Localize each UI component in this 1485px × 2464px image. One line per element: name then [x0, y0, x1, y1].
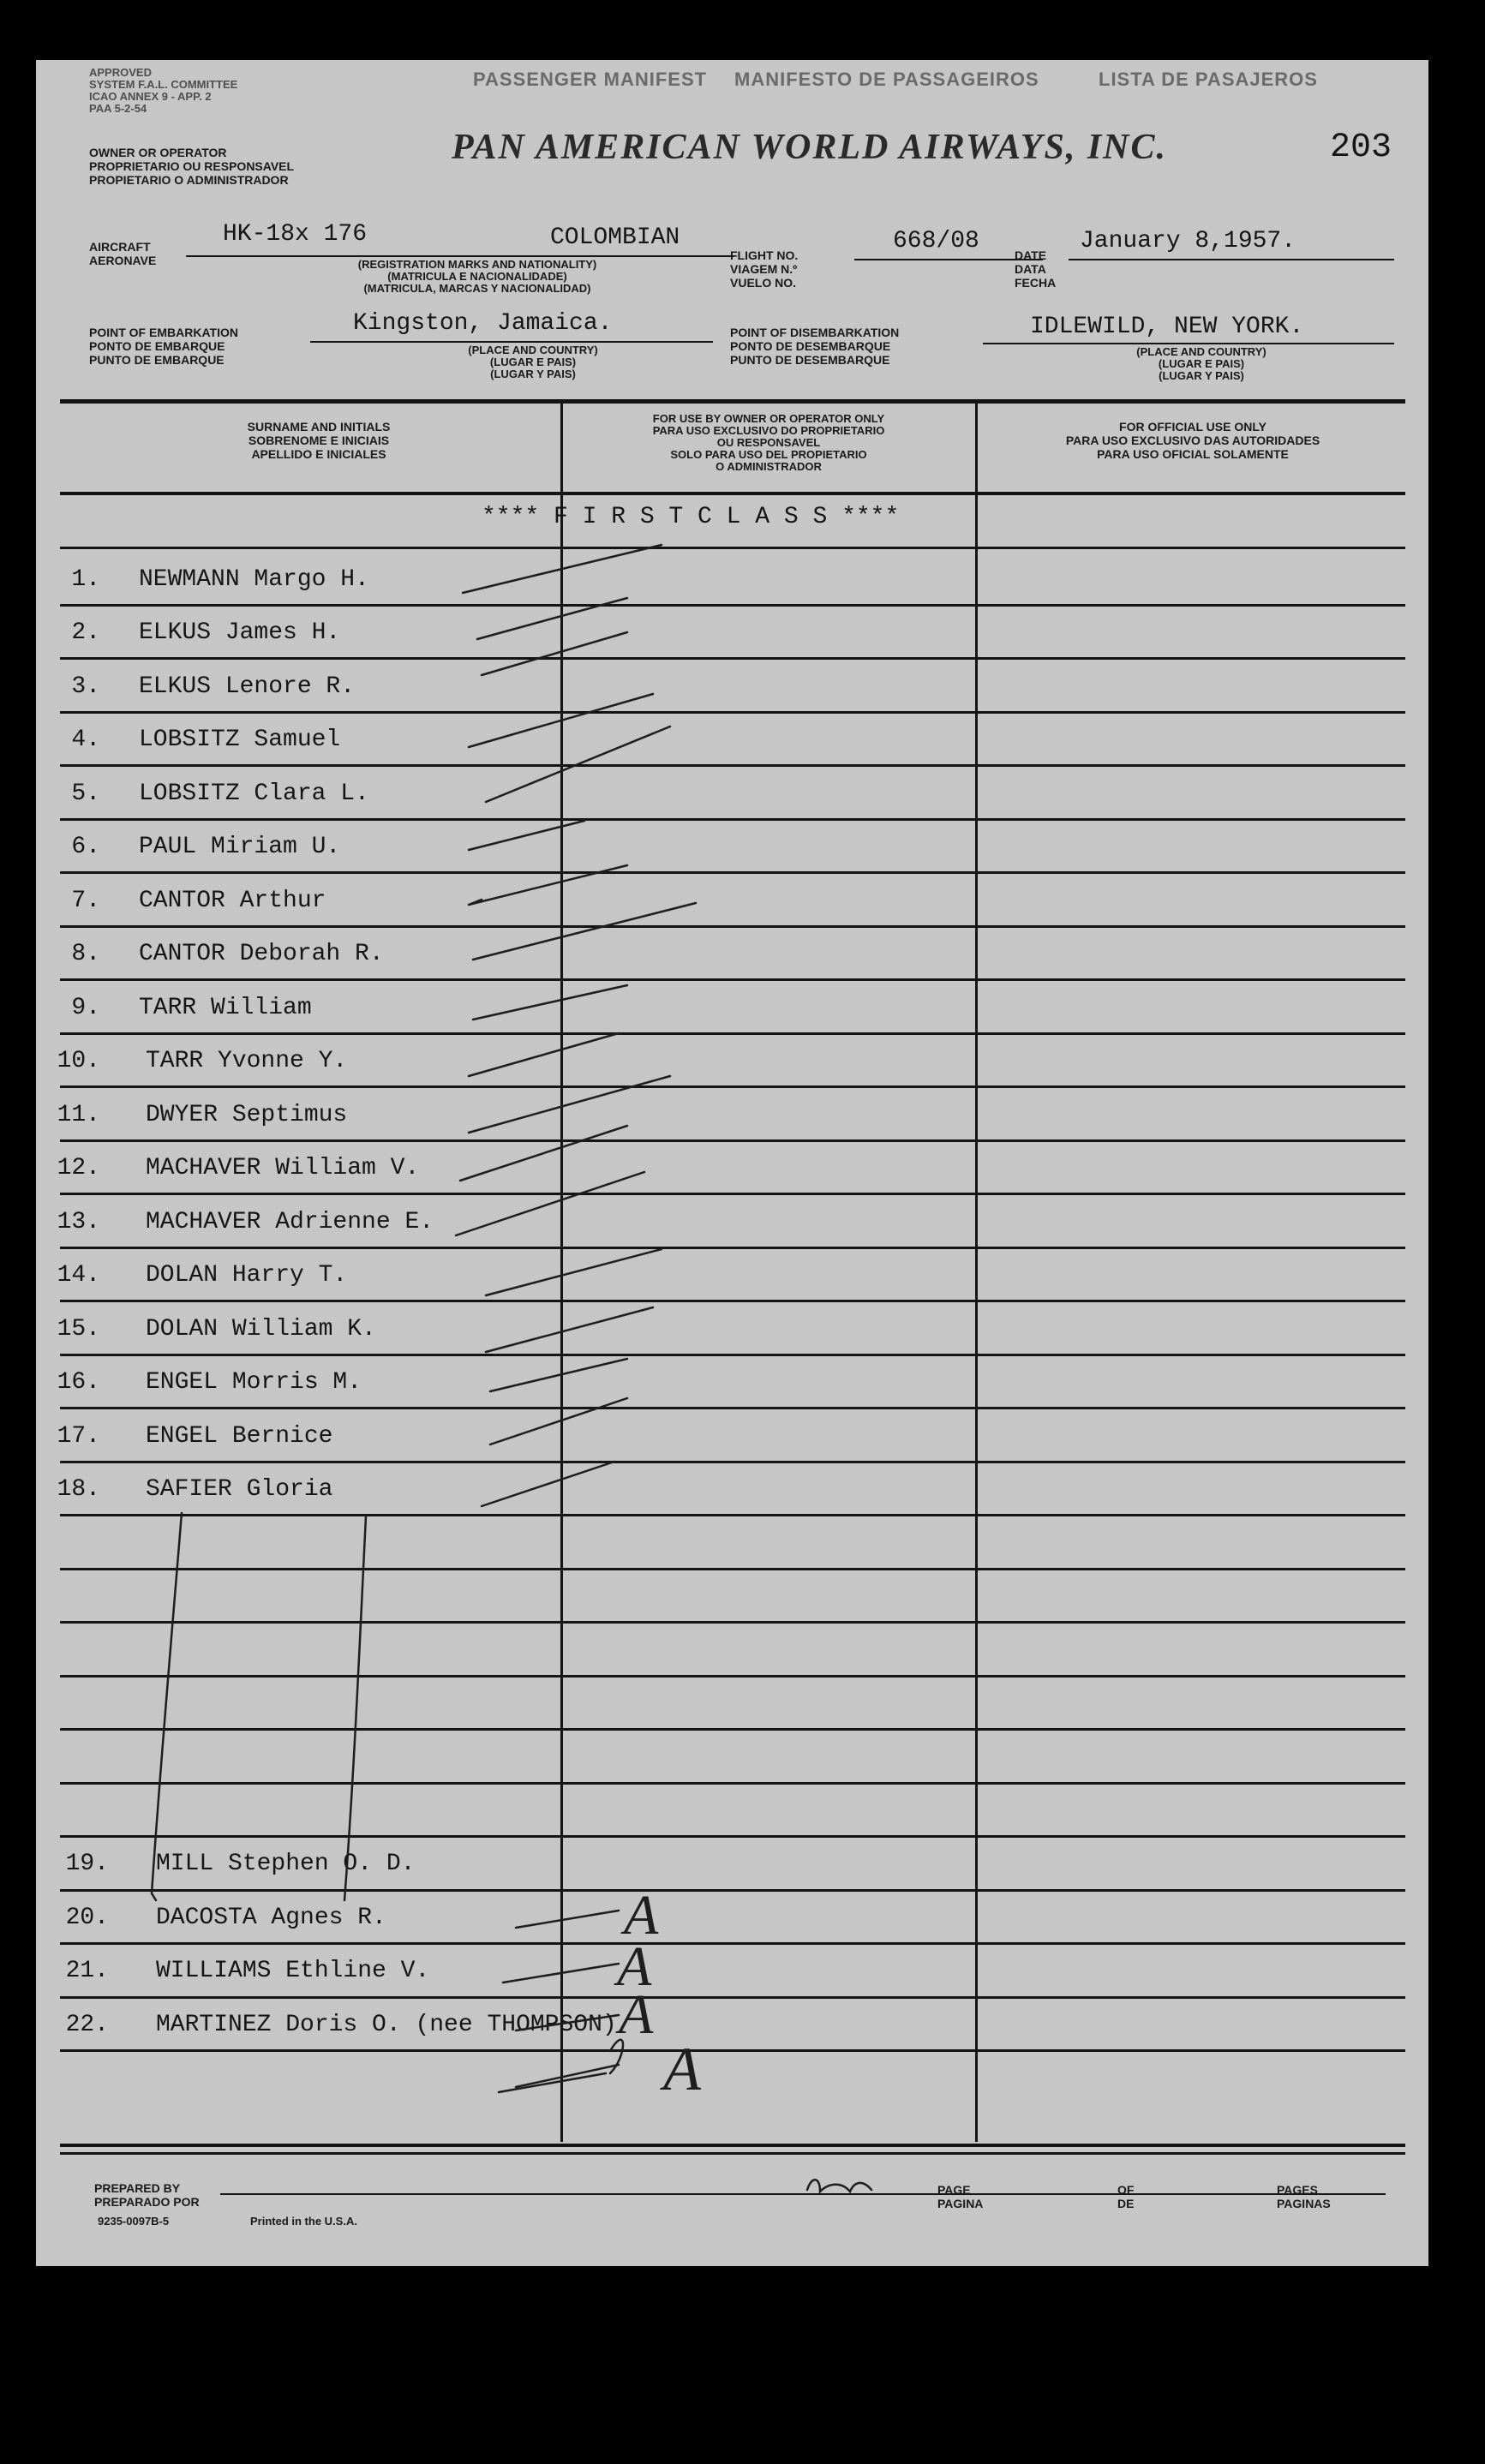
check-stroke [490, 1359, 627, 1391]
passenger-name: PAUL Miriam U. [139, 834, 341, 860]
check-stroke [460, 1126, 627, 1181]
place-line: (LUGAR E PAIS) [489, 356, 577, 368]
passenger-name: ELKUS Lenore R. [139, 673, 356, 700]
disembark-label-line: PONTO DE DESEMBARQUE [730, 339, 891, 353]
check-stroke [486, 1307, 653, 1352]
passenger-name: WILLIAMS Ethline V. [156, 1958, 430, 1984]
check-stroke [490, 1398, 627, 1444]
row-number: 2. [71, 619, 100, 646]
passenger-name: CANTOR Arthur [139, 887, 326, 914]
column-header-line: APELLIDO E INICIALES [251, 447, 386, 461]
check-stroke [456, 1172, 644, 1235]
mark-a: A [619, 1983, 654, 2046]
flight-label-line: VIAGEM N.º [730, 262, 798, 276]
page-number: 203 [1330, 129, 1392, 167]
row-number: 13. [57, 1208, 100, 1235]
column-header-line: PARA USO EXCLUSIVO DAS AUTORIDADES [1065, 434, 1320, 447]
passenger-name: TARR William [139, 994, 312, 1021]
passenger-name: ELKUS James H. [139, 619, 341, 646]
column-header-line: OU RESPONSAVEL [716, 436, 821, 449]
embark-value: Kingston, Jamaica. [353, 310, 613, 337]
table-bottom-rule-2 [60, 2152, 1405, 2155]
check-stroke [473, 985, 627, 1020]
check-stroke [503, 1964, 619, 1983]
registration-line: (MATRICULA, MARCAS Y NACIONALIDAD) [363, 282, 591, 295]
initials-stroke [807, 2180, 871, 2192]
mark-a: A [624, 1884, 659, 1947]
nationality-value: COLOMBIAN [550, 224, 680, 251]
page-label [937, 2183, 983, 2210]
page-label-line: PAGE [937, 2183, 971, 2197]
check-stroke [469, 1076, 670, 1133]
prepared-label-line: PREPARADO POR [94, 2195, 200, 2209]
row-number: 15. [57, 1315, 100, 1343]
date-label-line: DATA [1015, 262, 1046, 276]
passenger-name: LOBSITZ Clara L. [139, 780, 369, 807]
manifest-page [36, 60, 1428, 2266]
check-stroke [516, 2065, 619, 2087]
row-number: 21. [65, 1958, 109, 1984]
row-number: 14. [57, 1262, 100, 1289]
passenger-name: LOBSITZ Samuel [139, 727, 341, 753]
passenger-name: MACHAVER William V. [146, 1155, 420, 1181]
flight-label-line: FLIGHT NO. [730, 248, 799, 262]
prepared-underline [220, 2193, 1386, 2195]
check-stroke [469, 694, 653, 747]
row-number: 22. [65, 2011, 109, 2038]
page-label-line: PAGINA [937, 2197, 984, 2210]
approval-line: ICAO ANNEX 9 - APP. 2 [89, 90, 212, 103]
flight-value: 668/08 [893, 228, 979, 254]
check-stroke [473, 903, 696, 960]
check-stroke [469, 1033, 619, 1076]
bracket-stroke [152, 1513, 182, 1900]
row-number: 16. [57, 1369, 100, 1396]
disembark-label-line: PUNTO DE DESEMBARQUE [730, 353, 890, 367]
owner-label-line: PROPRIETARIO OU RESPONSAVEL [89, 159, 295, 173]
embark-label-line: PUNTO DE EMBARQUE [89, 353, 225, 367]
pages-label-line: PAGES [1277, 2183, 1318, 2197]
row-number: 10. [57, 1048, 100, 1074]
embark-label-line: PONTO DE EMBARQUE [89, 339, 225, 353]
approval-line: PAA 5-2-54 [89, 102, 147, 115]
passenger-name: DACOSTA Agnes R. [156, 1904, 386, 1931]
column-header-line: SOLO PARA USO DEL PROPIETARIO [670, 448, 867, 461]
row-number: 17. [57, 1422, 100, 1450]
date-value: January 8,1957. [1080, 228, 1296, 254]
row-number: 6. [71, 834, 100, 860]
column-header-line: FOR USE BY OWNER OR OPERATOR ONLY [652, 412, 885, 425]
row-number: 8. [71, 941, 100, 967]
column-header-line: SOBRENOME E INICIAIS [248, 434, 390, 447]
row-number: 19. [65, 1851, 109, 1877]
row-number: 18. [57, 1476, 100, 1503]
column-header-line: SURNAME AND INITIALS [247, 420, 391, 434]
approval-line: APPROVED [89, 66, 152, 79]
row-number: 12. [57, 1155, 100, 1181]
disembark-label-line: POINT OF DISEMBARKATION [730, 326, 900, 339]
aircraft-label-line: AERONAVE [89, 254, 157, 267]
row-number: 7. [71, 887, 100, 914]
passenger-name: ENGEL Bernice [146, 1422, 333, 1450]
registration-line: (REGISTRATION MARKS AND NATIONALITY) [357, 258, 597, 271]
column-header-line: FOR OFFICIAL USE ONLY [1119, 420, 1266, 434]
prepared-label-line: PREPARED BY [94, 2181, 181, 2195]
bracket-stroke [344, 1516, 366, 1900]
passenger-name: DWYER Septimus [146, 1101, 348, 1128]
place-line: (PLACE AND COUNTRY) [1136, 345, 1266, 358]
of-label-line: DE [1117, 2197, 1135, 2210]
row-number: 9. [71, 994, 100, 1021]
check-stroke [516, 2015, 619, 2030]
check-stroke [482, 1462, 614, 1506]
check-stroke [482, 632, 627, 675]
column-header-line: PARA USO OFICIAL SOLAMENTE [1097, 447, 1289, 461]
check-stroke [499, 2073, 606, 2092]
place-line: (LUGAR Y PAIS) [1159, 369, 1244, 382]
handwritten-check-marks [36, 60, 1428, 2266]
passenger-name: TARR Yvonne Y. [146, 1048, 348, 1074]
check-stroke [463, 545, 662, 593]
of-label [1117, 2183, 1134, 2210]
passenger-name: MACHAVER Adrienne E. [146, 1208, 434, 1235]
column-header-line: PARA USO EXCLUSIVO DO PROPRIETARIO [652, 424, 885, 437]
owner-label-line: OWNER OR OPERATOR [89, 146, 227, 159]
prepared-label [94, 2181, 200, 2209]
passenger-name: DOLAN William K. [146, 1315, 376, 1343]
passenger-name: MILL Stephen O. D. [156, 1851, 416, 1877]
passenger-name: DOLAN Harry T. [146, 1262, 348, 1289]
pages-label [1277, 2183, 1331, 2210]
check-stroke [486, 727, 670, 802]
row-number: 1. [71, 565, 100, 593]
passenger-name: CANTOR Deborah R. [139, 941, 384, 967]
check-stroke [477, 598, 627, 639]
mark-a: A [617, 1935, 652, 1998]
owner-label-line: PROPIETARIO O ADMINISTRADOR [89, 173, 289, 187]
title-en: PASSENGER MANIFEST [473, 69, 708, 90]
printed-in: Printed in the U.S.A. [250, 2215, 357, 2228]
passenger-name: MARTINEZ Doris O. (nee THOMPSON) [156, 2011, 617, 2038]
date-label-line: FECHA [1015, 276, 1057, 290]
row-number: 11. [57, 1101, 100, 1128]
form-code: 9235-0097B-5 [98, 2215, 170, 2228]
disembark-value: IDLEWILD, NEW YORK. [1030, 314, 1304, 340]
class-banner: **** F I R S T C L A S S **** [482, 504, 900, 530]
row-number: 3. [71, 673, 100, 700]
place-line: (PLACE AND COUNTRY) [468, 344, 598, 356]
title-pt: MANIFESTO DE PASSAGEIROS [734, 69, 1039, 90]
pages-label-line: PAGINAS [1277, 2197, 1331, 2210]
aircraft-label-line: AIRCRAFT [89, 240, 151, 254]
check-stroke [469, 821, 584, 850]
date-label-line: DATE [1015, 248, 1047, 262]
mark-a: A [663, 2035, 701, 2103]
place-line: (LUGAR Y PAIS) [490, 368, 576, 380]
aircraft-value: HK-18x 176 [223, 221, 368, 248]
flight-label-line: VUELO NO. [730, 276, 797, 290]
registration-line: (MATRICULA E NACIONALIDADE) [387, 270, 567, 283]
passenger-name: NEWMANN Margo H. [139, 565, 369, 593]
place-line: (LUGAR E PAIS) [1158, 357, 1245, 370]
table-bottom-rule [60, 2144, 1405, 2147]
airline-name: PAN AMERICAN WORLD AIRWAYS, INC. [452, 128, 1168, 167]
check-stroke [516, 1911, 619, 1928]
row-number: 5. [71, 780, 100, 807]
check-stroke [486, 1249, 662, 1295]
check-stroke [469, 865, 627, 905]
of-label-line: OF [1117, 2183, 1135, 2197]
embark-label-line: POINT OF EMBARKATION [89, 326, 238, 339]
approval-line: SYSTEM F.A.L. COMMITTEE [89, 78, 238, 91]
passenger-name: SAFIER Gloria [146, 1476, 333, 1503]
passenger-name: ENGEL Morris M. [146, 1369, 362, 1396]
column-header-line: O ADMINISTRADOR [716, 460, 822, 473]
title-es: LISTA DE PASAJEROS [1099, 69, 1318, 90]
row-number: 4. [71, 727, 100, 753]
row-number: 20. [65, 1904, 109, 1931]
